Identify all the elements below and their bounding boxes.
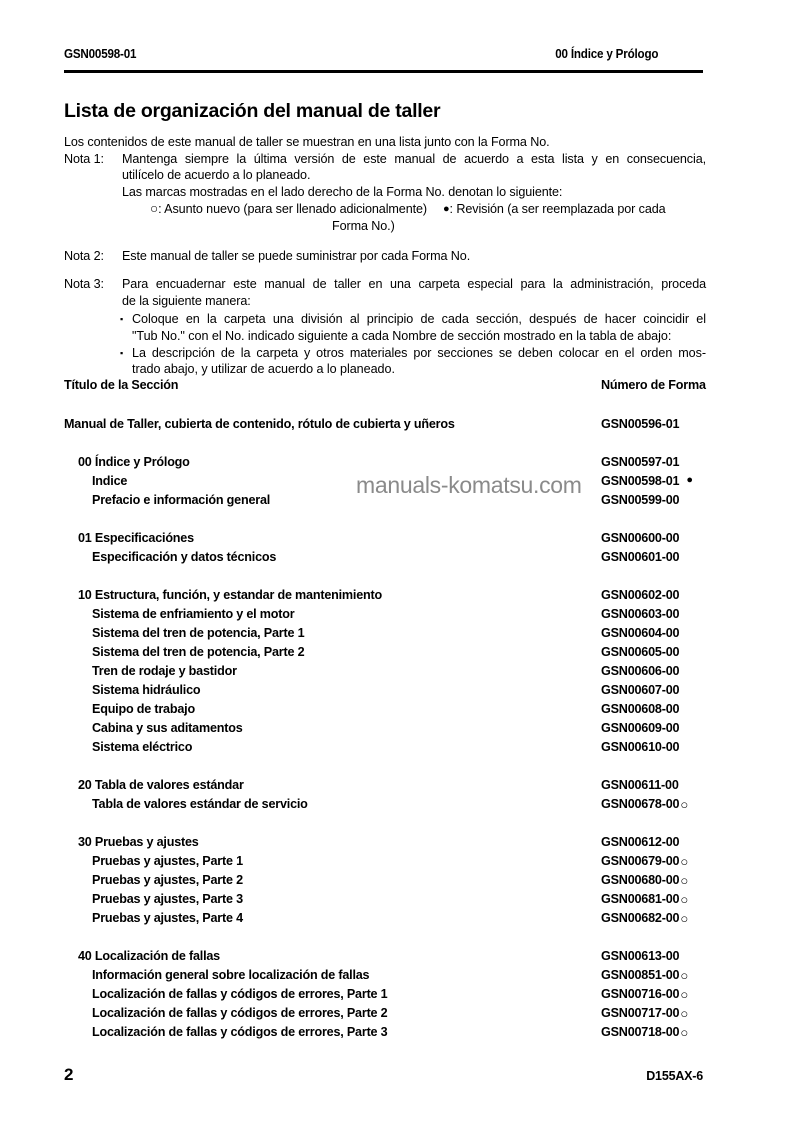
- note-2-body: Este manual de taller se puede suministrar por cada Forma No.: [122, 248, 471, 263]
- table-row: [64, 1025, 706, 1044]
- table-row-spacer: [64, 759, 706, 778]
- running-header: [64, 47, 658, 61]
- form-number-text: GSN00678-00: [601, 797, 680, 811]
- form-number-cell: [531, 835, 706, 849]
- form-number-text: GSN00681-00: [601, 892, 680, 906]
- open-circle-icon: ○: [680, 892, 688, 907]
- form-number-text: GSN00600-00: [601, 531, 680, 545]
- note-3-body: [122, 276, 706, 309]
- form-number-cell: [531, 854, 706, 868]
- form-number-text: GSN00605-00: [601, 645, 680, 659]
- table-row: [64, 550, 706, 569]
- form-number-cell: [531, 873, 706, 887]
- form-number-text: GSN00604-00: [601, 626, 680, 640]
- form-number-cell: [531, 1006, 706, 1020]
- table-row: [64, 493, 706, 512]
- table-row: [64, 702, 706, 721]
- mark-legend-continuation: Forma No.): [332, 218, 395, 233]
- form-number-text: GSN00610-00: [601, 740, 680, 754]
- open-circle-icon: ○: [680, 797, 688, 812]
- open-circle-icon: ○: [680, 987, 688, 1002]
- section-title-cell: Prefacio e información general: [92, 493, 271, 507]
- open-circle-icon: ○: [680, 854, 688, 869]
- table-row: [64, 911, 706, 930]
- table-row: [64, 607, 706, 626]
- form-number-text: GSN00598-01: [601, 474, 680, 488]
- form-number-text: GSN00607-00: [601, 683, 680, 697]
- section-title-cell: Pruebas y ajustes, Parte 1: [92, 854, 243, 868]
- mark-legend-filled: [443, 201, 666, 218]
- page-number: 2: [64, 1065, 74, 1084]
- form-number-cell: [531, 683, 706, 697]
- table-row: [64, 664, 706, 683]
- form-number-cell: [531, 721, 706, 735]
- form-number-cell: [531, 607, 706, 621]
- section-title-cell: 01 Especificaciónes: [78, 531, 194, 545]
- mark-legend: [122, 201, 706, 218]
- table-row: [64, 873, 706, 892]
- table-row: [64, 417, 706, 436]
- open-circle-icon: ○: [680, 1025, 688, 1040]
- open-circle-icon: ○: [680, 968, 688, 983]
- note-3-line-2: de la siguiente manera:: [122, 293, 251, 308]
- section-title-cell: Manual de Taller, cubierta de contenido, rótulo de cubierta y uñeros: [64, 417, 455, 431]
- section-form-table: [64, 378, 706, 1044]
- section-title-cell: Sistema de enfriamiento y el motor: [92, 607, 295, 621]
- table-row: [64, 1006, 706, 1025]
- form-number-cell: [531, 892, 706, 906]
- form-number-text: GSN00851-00: [601, 968, 680, 982]
- note-1-body: [122, 151, 706, 235]
- section-title-cell: Sistema del tren de potencia, Parte 1: [92, 626, 305, 640]
- note-1-line-1: Mantenga siempre la última versión de este manual de acuerdo a esta lista y en consecuencia,: [122, 151, 706, 166]
- form-number-cell: [531, 417, 706, 431]
- table-row: [64, 645, 706, 664]
- bullet-item-text: [132, 345, 706, 378]
- note-1-line-3: Las marcas mostradas en el lado derecho de la Forma No. denotan lo siguiente:: [122, 184, 563, 199]
- form-number-cell: [531, 550, 706, 564]
- note-1: [64, 151, 706, 235]
- form-number-cell: [531, 588, 706, 602]
- form-number-cell: [531, 740, 706, 754]
- form-number-cell: [531, 626, 706, 640]
- note-3-bullets: [64, 311, 706, 377]
- form-number-text: GSN00603-00: [601, 607, 680, 621]
- square-bullet-icon: ▪: [120, 314, 124, 325]
- table-row: [64, 949, 706, 968]
- table-row: [64, 778, 706, 797]
- bullet-2-line-1: La descripción de la carpeta y otros materiales por secciones se deben colocar en el orden mos-: [132, 345, 706, 360]
- page-title: Lista de organización del manual de taller: [64, 100, 441, 122]
- table-row: [64, 892, 706, 911]
- form-number-text: GSN00606-00: [601, 664, 680, 678]
- form-number-text: GSN00612-00: [601, 835, 680, 849]
- form-number-text: GSN00679-00: [601, 854, 680, 868]
- form-number-cell: [531, 778, 706, 792]
- page-footer: [64, 1065, 703, 1085]
- section-title-cell: 10 Estructura, función, y estandar de mantenimiento: [78, 588, 383, 602]
- table-row: [64, 854, 706, 873]
- bullet-1-line-1: Coloque en la carpeta una división al principio de cada sección, después de hacer coincidir el: [132, 312, 706, 327]
- table-row: [64, 968, 706, 987]
- section-title-cell: Sistema eléctrico: [92, 740, 193, 754]
- table-row: [64, 474, 706, 493]
- form-number-text: GSN00596-01: [601, 417, 680, 431]
- section-title-cell: Indice: [92, 474, 128, 488]
- note-3-line-1: Para encuadernar este manual de taller en una carpeta especial para la administración, proceda: [122, 277, 706, 292]
- intro-block: [64, 134, 706, 378]
- form-number-cell: [531, 664, 706, 678]
- form-number-text: GSN00608-00: [601, 702, 680, 716]
- section-title-cell: Pruebas y ajustes, Parte 3: [92, 892, 243, 906]
- form-number-cell: [531, 474, 706, 488]
- section-title-cell: Información general sobre localización de fallas: [92, 968, 370, 982]
- form-number-text: GSN00601-00: [601, 550, 680, 564]
- form-number-text: GSN00609-00: [601, 721, 680, 735]
- table-row-spacer: [64, 569, 706, 588]
- table-row: [64, 531, 706, 550]
- header-section-name: 00 Índice y Prólogo: [555, 47, 659, 61]
- bullet-item: [120, 345, 706, 378]
- column-header-section-title: Título de la Sección: [64, 378, 179, 392]
- table-row-spacer: [64, 436, 706, 455]
- table-row: [64, 721, 706, 740]
- open-circle-icon: ○: [680, 873, 688, 888]
- section-title-cell: Cabina y sus aditamentos: [92, 721, 243, 735]
- watermark: manuals-komatsu.com: [356, 472, 582, 498]
- form-number-text: GSN00718-00: [601, 1025, 680, 1039]
- mark-legend-filled-text: : Revisión (a ser reemplazada por cada: [449, 202, 666, 217]
- form-number-cell: [531, 645, 706, 659]
- bullet-1-line-2: "Tub No." con el No. indicado siguiente a cada Nombre de sección mostrado en la tabla de abajo:: [132, 328, 672, 343]
- section-title-cell: Localización de fallas y códigos de errores, Parte 3: [92, 1025, 388, 1039]
- form-number-cell: [531, 987, 706, 1001]
- form-number-cell: [531, 911, 706, 925]
- table-row-spacer: [64, 930, 706, 949]
- form-number-text: GSN00680-00: [601, 873, 680, 887]
- open-circle-icon: ○: [680, 1006, 688, 1021]
- form-number-text: GSN00602-00: [601, 588, 680, 602]
- open-circle-icon: ○: [150, 201, 159, 217]
- form-number-cell: [531, 455, 706, 469]
- table-row: [64, 987, 706, 1006]
- table-row: [64, 455, 706, 474]
- table-row: [64, 626, 706, 645]
- header-rule: [64, 70, 703, 73]
- section-title-cell: Localización de fallas y códigos de errores, Parte 2: [92, 1006, 388, 1020]
- note-1-line-2: utilícelo de acuerdo a lo planeado.: [122, 168, 311, 183]
- table-row: [64, 588, 706, 607]
- section-title-cell: 20 Tabla de valores estándar: [78, 778, 244, 792]
- mark-legend-open: [150, 201, 427, 218]
- square-bullet-icon: ▪: [120, 347, 124, 358]
- section-title-cell: Tren de rodaje y bastidor: [92, 664, 237, 678]
- section-title-cell: Pruebas y ajustes, Parte 4: [92, 911, 243, 925]
- machine-model: D155AX-6: [646, 1069, 703, 1083]
- form-number-text: GSN00611-00: [601, 778, 679, 792]
- form-number-text: GSN00682-00: [601, 911, 680, 925]
- section-title-cell: Localización de fallas y códigos de errores, Parte 1: [92, 987, 388, 1001]
- table-row: [64, 797, 706, 816]
- table-header-row: [64, 378, 706, 392]
- section-title-cell: 30 Pruebas y ajustes: [78, 835, 199, 849]
- form-number-text: GSN00716-00: [601, 987, 680, 1001]
- column-header-form-number: Número de Forma: [601, 378, 706, 392]
- section-title-cell: Tabla de valores estándar de servicio: [92, 797, 308, 811]
- table-row: [64, 835, 706, 854]
- open-circle-icon: ○: [680, 911, 688, 926]
- note-2: [64, 248, 706, 265]
- bullet-2-line-2: trado abajo, y utilizar de acuerdo a lo planeado.: [132, 362, 395, 377]
- section-title-cell: Pruebas y ajustes, Parte 2: [92, 873, 243, 887]
- table-row: [64, 683, 706, 702]
- form-number-cell: [531, 493, 706, 507]
- note-3: [64, 276, 706, 309]
- section-title-cell: Especificación y datos técnicos: [92, 550, 277, 564]
- form-number-cell: [531, 797, 706, 811]
- form-number-text: GSN00613-00: [601, 949, 680, 963]
- mark-legend-open-text: : Asunto nuevo (para ser llenado adicionalmente): [158, 202, 427, 217]
- section-title-cell: 40 Localización de fallas: [78, 949, 220, 963]
- section-title-cell: Sistema hidráulico: [92, 683, 201, 697]
- note-1-label: Nota 1:: [64, 151, 104, 166]
- form-number-cell: [531, 968, 706, 982]
- filled-circle-icon: ●: [443, 203, 450, 216]
- header-form-number: GSN00598-01: [64, 47, 137, 61]
- table-row: [64, 740, 706, 759]
- section-title-cell: Sistema del tren de potencia, Parte 2: [92, 645, 305, 659]
- section-title-cell: Equipo de trabajo: [92, 702, 195, 716]
- form-number-cell: [531, 702, 706, 716]
- bullet-item-text: [132, 311, 706, 344]
- intro-lead: Los contenidos de este manual de taller se muestran en una lista junto con la Forma No.: [64, 135, 550, 149]
- section-title-cell: 00 Índice y Prólogo: [78, 455, 190, 469]
- table-row-spacer: [64, 512, 706, 531]
- form-number-text: GSN00717-00: [601, 1006, 680, 1020]
- table-row-spacer: [64, 816, 706, 835]
- form-number-cell: [531, 949, 706, 963]
- table-body: [64, 417, 706, 1044]
- note-2-label: Nota 2:: [64, 248, 104, 263]
- form-number-text: GSN00597-01: [601, 455, 680, 469]
- form-number-cell: [531, 531, 706, 545]
- form-number-cell: [531, 1025, 706, 1039]
- bullet-item: [120, 311, 706, 344]
- note-3-label: Nota 3:: [64, 277, 104, 292]
- form-number-text: GSN00599-00: [601, 493, 680, 507]
- filled-circle-icon: ●: [686, 474, 693, 486]
